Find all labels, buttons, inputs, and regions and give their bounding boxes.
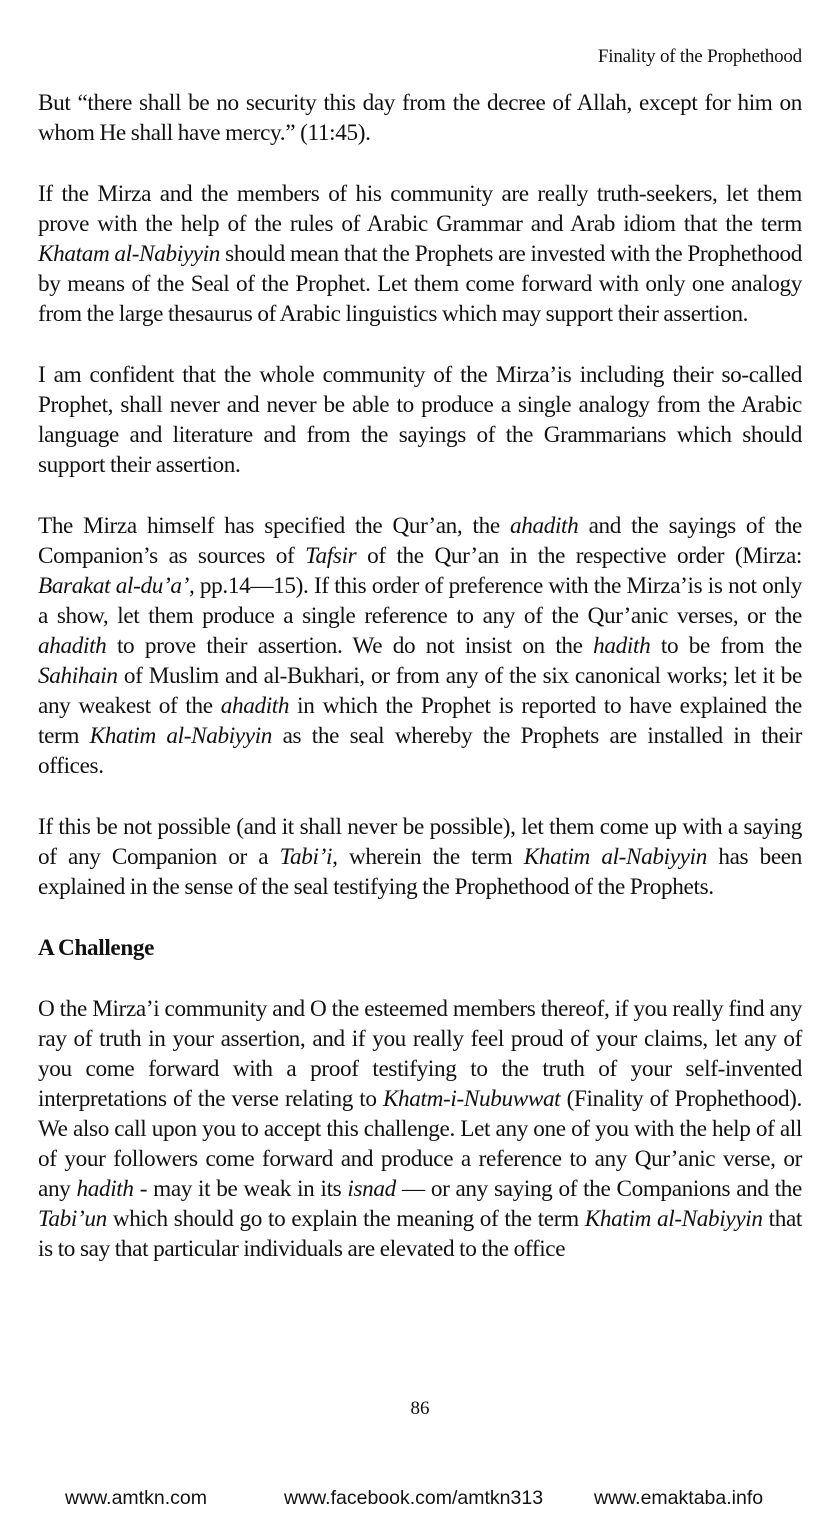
text-run: which should go to explain the meaning of the term [106,1206,585,1232]
running-head-title: Finality of the Prophethood [597,46,802,67]
italic-term: Khatam al-Nabiyyin [38,241,221,267]
text-run: I am confident that the whole community of the Mirza’is including their so-called Prophet, shall never and never be able to produce a single analogy from the Arabic language and literature and from the sayings of the Grammarians which should support their assertion. [38,362,802,478]
text-run: of Muslim and al-Bukhari, or from any of the six canonical works; let it be any weakest of the [38,663,802,719]
italic-term: ahadith [509,513,579,539]
text-run: O the Mirza’i community and O the esteemed members thereof, if you really find any ray of truth in your assertion, and if you really feel proud of your claims, let any of you come forward with a proof testifying to the truth of your self-invented interpretations of the verse relating to [38,996,802,1112]
text-run: pp.14—15). If this order of preference with the Mirza’is is not only a show, let them produce a single reference to any of the Qur’anic verses, or the [38,573,802,629]
text-run: to be from the [650,633,802,659]
section-heading: A Challenge [38,935,155,961]
text-run: in which the Prophet is reported to have explained the term [38,693,802,749]
italic-term: Barakat al-du’a’, [38,573,195,599]
text-run: that is to say that particular individuals are elevated to the office [38,1206,802,1262]
text-run: - may it be weak in its [133,1176,348,1202]
italic-term: ahadith [220,693,290,719]
text-run: The Mirza himself has specified the Qur’an, the [38,513,510,539]
italic-term: ahadith [38,633,107,659]
italic-term: Tafsir [305,543,357,569]
italic-term: Khatim al-Nabiyyin [89,723,273,749]
footer-link-amtkn[interactable]: www.amtkn.com [65,1487,207,1509]
paragraph [38,88,802,148]
footer-link-facebook[interactable]: www.facebook.com/amtkn313 [284,1487,544,1509]
text-run: to prove their assertion. We do not insist on the [106,633,594,659]
text-run: If this be not possible (and it shall never be possible), let them come up with a saying of any Companion or a [38,814,802,870]
text-run: of the Qur’an in the respective order (Mirza: [356,543,802,569]
paragraph [38,994,802,1264]
italic-term: Khatim al-Nabiyyin [523,844,707,870]
text-run: But “there shall be no security this day from the decree of Allah, except for him on whom He shall have mercy.” (11:45). [38,90,802,146]
italic-term: Sahihain [38,663,118,689]
text-run: — or any saying of the Companions and the [395,1176,802,1202]
footer [0,1487,840,1517]
text-run: as the seal whereby the Prophets are installed in their offices. [38,723,802,779]
italic-term: Khatim al-Nabiyyin [584,1206,763,1232]
italic-term: Tabi’i, [279,844,338,870]
text-run: If the Mirza and the members of his community are really truth-seekers, let them prove with the help of the rules of Arabic Grammar and Arab idiom that the term [38,181,802,237]
footer-link-emaktaba[interactable]: www.emaktaba.info [594,1487,764,1509]
paragraph [38,179,802,329]
italic-term: Khatm-i-Nubuwwat [382,1086,561,1112]
italic-term: isnad [347,1176,396,1202]
text-run: has been explained in the sense of the seal testifying the Prophethood of the Prophets. [38,844,802,900]
paragraph [38,511,802,781]
paragraph [38,360,802,480]
paragraph [38,812,802,902]
italic-term: hadith [76,1176,134,1202]
body-text [38,88,802,1264]
text-run: (Finality of Prophethood). We also call upon you to accept this challenge. Let any one of you with the help of all of your followers come forward and produce a reference to any Qur’anic verse, or any [38,1086,803,1202]
text-run: should mean that the Prophets are invested with the Prophethood by means of the Seal of the Prophet. Let them come forward with only one analogy from the large thesaurus of Arabic linguistics which may support their assertion. [38,241,803,327]
text-run: wherein the term [337,844,524,870]
page-number: 86 [410,1398,430,1419]
italic-term: Tabi’un [38,1206,107,1232]
italic-term: hadith [593,633,651,659]
text-run: and the sayings of the Companion’s as sources of [38,513,802,569]
